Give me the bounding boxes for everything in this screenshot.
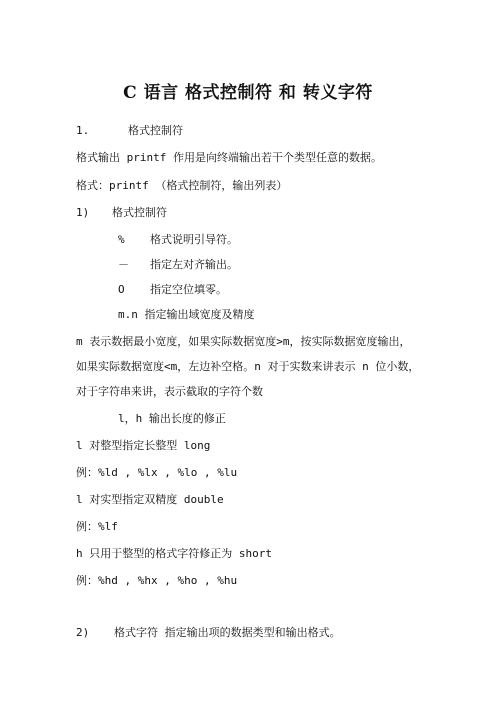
section-heading-text: 格式控制符 bbox=[128, 124, 183, 137]
format-symbol-description: 指定空位填零。 bbox=[150, 283, 227, 296]
format-symbol-description: 格式说明引导符。 bbox=[150, 233, 238, 246]
example-line: 例：%lf bbox=[76, 520, 118, 533]
paragraph-line: m.n 指定输出域宽度及精度 bbox=[118, 308, 255, 321]
subsection-heading-text: 格式控制符 bbox=[112, 206, 167, 219]
format-symbol: － bbox=[118, 258, 129, 271]
paragraph-line: l，h 输出长度的修正 bbox=[118, 412, 226, 425]
example-line: 例：%hd , %hx , %ho , %hu bbox=[76, 574, 238, 587]
subsection-number: 1) bbox=[76, 206, 90, 219]
paragraph-line: m 表示数据最小宽度，如果实际数据宽度>m，按实际数据宽度输出， bbox=[76, 335, 411, 348]
format-symbol-description: 指定左对齐输出。 bbox=[150, 258, 238, 271]
format-symbol: O bbox=[118, 283, 125, 296]
format-symbol-item bbox=[118, 283, 227, 297]
paragraph-line: l 对实型指定双精度 double bbox=[76, 493, 224, 506]
format-symbol-item bbox=[118, 233, 238, 247]
format-symbol-item bbox=[118, 258, 238, 272]
subsection-heading-1 bbox=[76, 206, 167, 220]
format-symbol: % bbox=[118, 233, 125, 246]
paragraph-line: l 对整型指定长整型 long bbox=[76, 439, 211, 452]
subsection-number: 2) bbox=[76, 626, 90, 639]
paragraph-line: 格式输出 printf 作用是向终端输出若干个类型任意的数据。 bbox=[76, 151, 382, 164]
document-title: C 语言 格式控制符 和 转义字符 bbox=[123, 83, 373, 103]
paragraph-line: h 只用于整型的格式字符修正为 short bbox=[76, 547, 272, 560]
paragraph-line: 如果实际数据宽度<m，左边补空格。n 对于实数来讲表示 n 位小数， bbox=[76, 360, 420, 373]
subsection-heading-2 bbox=[76, 626, 341, 640]
subsection-heading-text: 格式字符 指定输出项的数据类型和输出格式。 bbox=[114, 626, 341, 639]
section-number: 1. bbox=[76, 124, 90, 137]
paragraph-line: 对于字符串来讲，表示截取的字符个数 bbox=[76, 385, 263, 398]
example-line: 例：%ld , %lx , %lo , %lu bbox=[76, 466, 238, 479]
section-heading-1 bbox=[76, 124, 183, 138]
paragraph-line: 格式：printf （格式控制符，输出列表） bbox=[76, 179, 288, 192]
